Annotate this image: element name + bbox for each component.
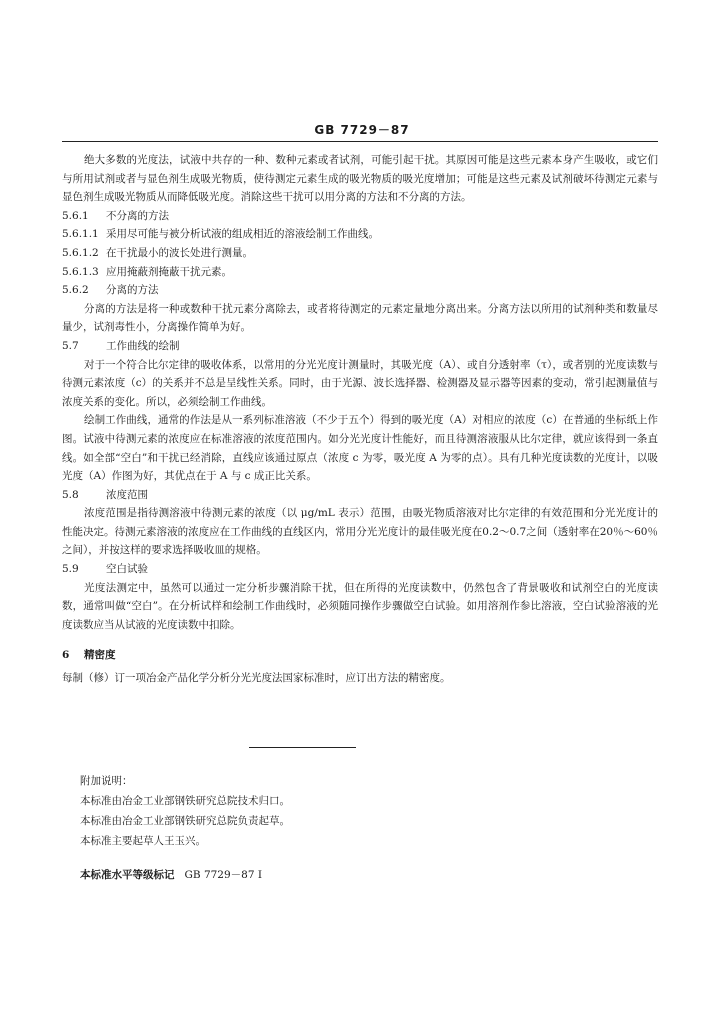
section-5-9-heading (62, 560, 658, 579)
section-5-7-paragraph-1: 对于一个符合比尔定律的吸收体系，以常用的分光光度计测量时，其吸光度（A）、或自分透射率（τ），或者别的光度读数与待测元素浓度（c）的关系并不总是呈线性关系。同时，由于光源、波长选择器、检测器及显示器等因素的变动，常引起测量值与浓度关系的变化。所以，必须绘制工作曲线。 (62, 358, 658, 408)
section-title: 分离的方法 (106, 284, 159, 297)
section-5-6-2-paragraph: 分离的方法是将一种或数种干扰元素分离除去，或者将待测定的元素定量地分离出来。分离方法以所用的试剂种类和数量尽量少，试剂毒性小，分离操作简单为好。 (62, 302, 658, 334)
section-5-7-heading (62, 337, 658, 356)
section-6-paragraph: 每制（修）订一项冶金产品化学分析分光光度法国家标准时，应订出方法的精密度。 (62, 672, 451, 685)
section-5-7-paragraph-2: 绘制工作曲线，通常的作法是从一系列标准溶液（不少于五个）得到的吸光度（A）对相应的浓度（c）在普通的坐标纸上作图。试液中待测元素的浓度应在标准溶液的浓度范围内。如分光光度计性能好，而且待测溶液服从比尔定律，就应该得到一条直线。如全部“空白”和干扰已经消除，直线应该通过原点（浓度 c 为零，吸光度 A 为零的点）。具有几种光度读数的光度计，以吸光度（A）作图为好，其优点在于 A 与 c 成正比关系。 (62, 414, 658, 483)
section-title: 不分离的方法 (106, 209, 169, 222)
section-text: 应用掩蔽剂掩蔽干扰元素。 (106, 265, 232, 278)
section-number: 5.6.1.3 (62, 265, 99, 278)
section-text: 采用尽可能与被分析试液的组成相近的溶液绘制工作曲线。 (106, 228, 379, 241)
section-5-9-paragraph: 光度法测定中，虽然可以通过一定分析步骤消除干扰，但在所得的光度读数中，仍然包含了背景吸收和试剂空白的光度读数，通常叫做“空白”。在分析试样和绘制工作曲线时，必须随同操作步骤做空白试验。如用溶剂作参比溶液，空白试验溶液的光度读数应当从试液的光度读数中扣除。 (62, 581, 658, 631)
section-5-6-1-3 (62, 263, 658, 282)
section-title: 空白试验 (106, 563, 148, 576)
notes-title: 附加说明： (80, 775, 133, 787)
level-mark-label: 本标准水平等级标记 (80, 869, 175, 881)
section-number: 5.9 (62, 563, 79, 576)
section-number: 5.8 (62, 488, 79, 501)
section-5-8-paragraph: 浓度范围是指待测溶液中待测元素的浓度（以 μg/mL 表示）范围，由吸光物质溶液对比尔定律的有效范围和分光光度计的性能决定。待测元素溶液的浓度应在工作曲线的直线区内，常用分光光度计的最佳吸光度在0.2～0.7之间（透射率在20％～60％之间），并按这样的要求选择吸收皿的规格。 (62, 507, 658, 557)
section-number: 5.7 (62, 339, 79, 352)
section-6-heading (62, 646, 658, 665)
additional-notes (80, 771, 640, 851)
section-5-6-2-heading (62, 281, 658, 300)
section-5-6-1-1 (62, 225, 658, 244)
standard-code-header: GB 7729－87 (314, 123, 410, 137)
section-title: 浓度范围 (106, 488, 148, 501)
level-mark-code: GB 7729－87 I (184, 869, 263, 881)
section-number: 5.6.1.1 (62, 228, 99, 241)
notes-line: 本标准主要起草人王玉兴。 (80, 835, 206, 847)
header-rule (62, 141, 658, 142)
intro-paragraph: 绝大多数的光度法，试液中共存的一种、数种元素或者试剂，可能引起干扰。其原因可能是这些元素本身产生吸收，或它们与所用试剂或者与显色剂生成吸光物质，使待测定元素生成的吸光物质的吸光度增加；可能是这些元素及试剂破坏待测定元素与显色剂生成吸光物质从而降低吸光度。消除这些干扰可以用分离的方法和不分离的方法。 (62, 154, 658, 204)
section-number: 5.6.2 (62, 284, 89, 297)
notes-line: 本标准由冶金工业部钢铁研究总院负责起草。 (80, 815, 290, 827)
document-body (62, 151, 658, 688)
level-mark (80, 867, 640, 882)
section-5-6-1-2 (62, 244, 658, 263)
section-number: 5.6.1 (62, 209, 89, 222)
section-text: 在干扰最小的波长处进行测量。 (106, 246, 253, 259)
section-5-6-1-heading (62, 207, 658, 226)
notes-line: 本标准由冶金工业部钢铁研究总院技术归口。 (80, 795, 290, 807)
section-5-8-heading (62, 486, 658, 505)
section-title: 精密度 (84, 649, 116, 662)
section-title: 工作曲线的绘制 (106, 339, 180, 352)
section-number: 5.6.1.2 (62, 246, 99, 259)
section-number: 6 (62, 649, 70, 662)
end-of-text-rule (249, 747, 356, 748)
